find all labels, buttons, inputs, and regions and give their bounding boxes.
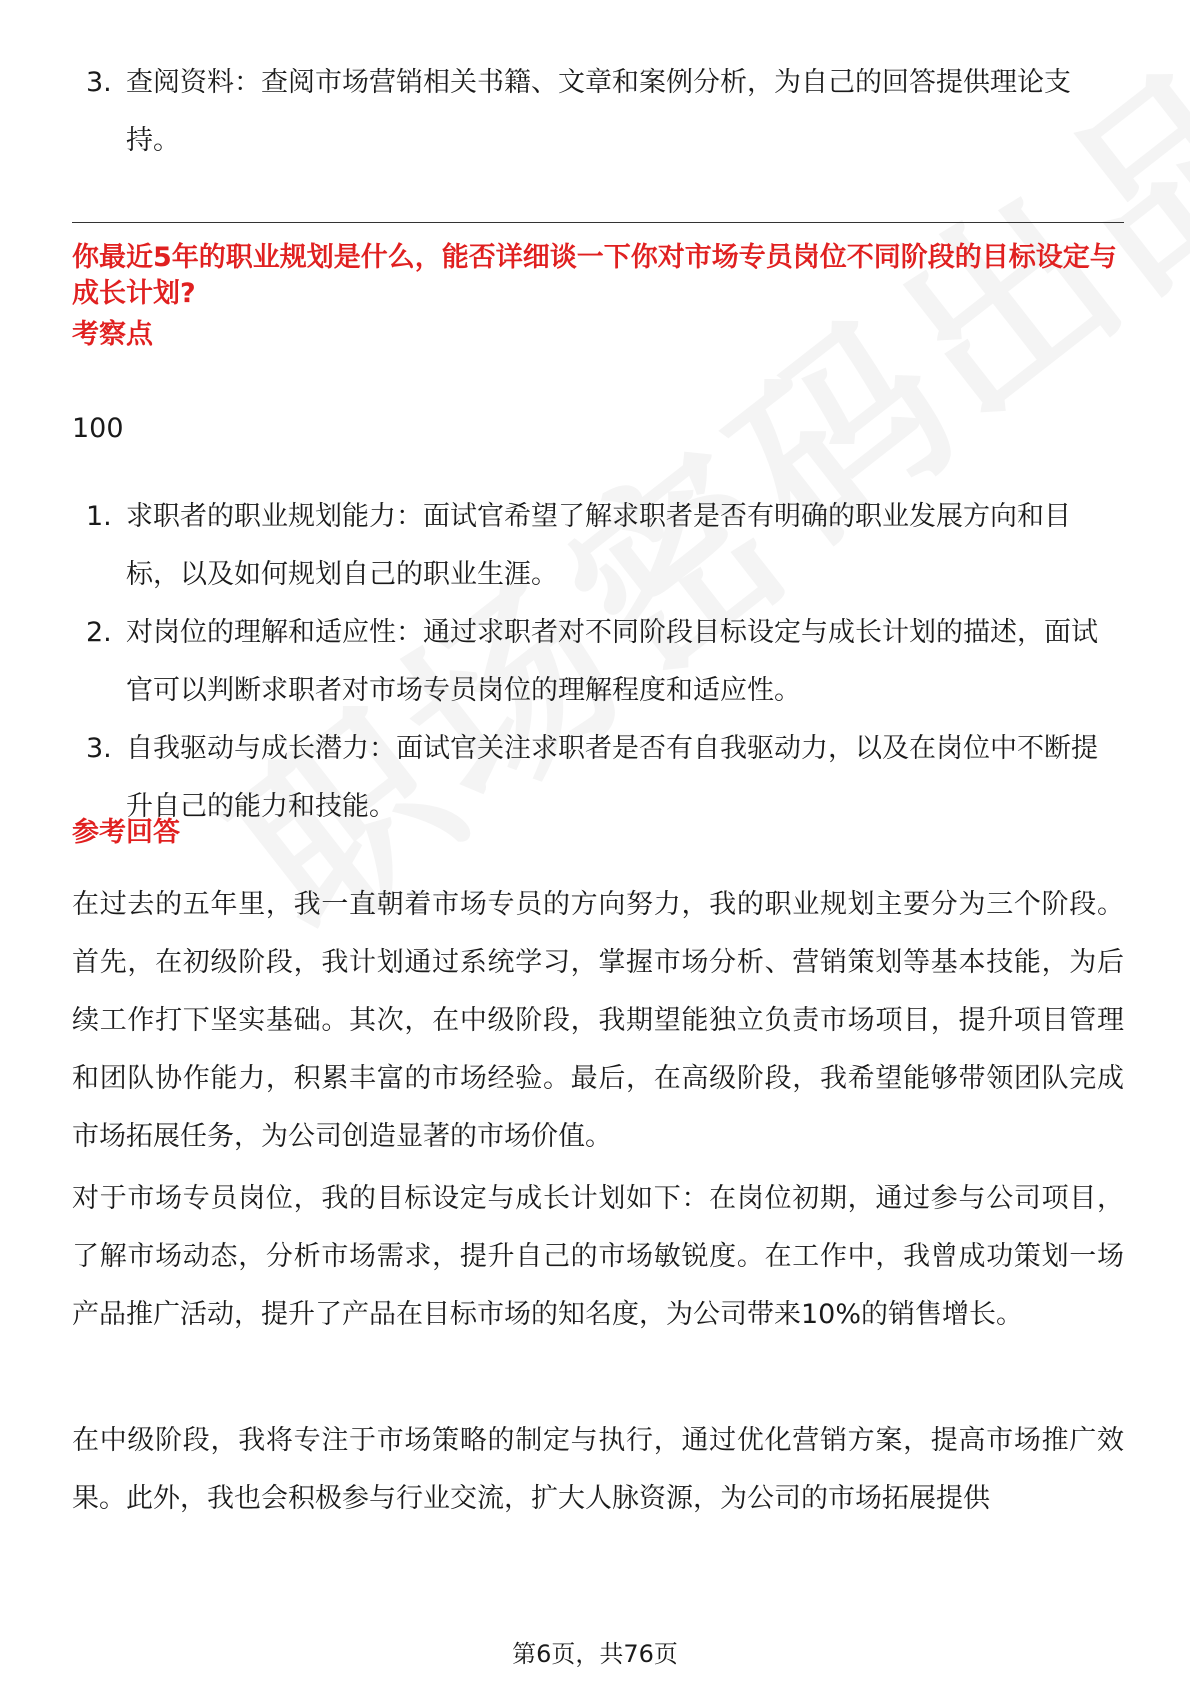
reference-answer-title: 参考回答 <box>72 817 180 848</box>
exam-points-title: 考察点 <box>72 319 153 350</box>
list-item-number: 2. <box>86 617 112 648</box>
page-number: 第6页，共76页 <box>512 1640 678 1668</box>
list-item <box>72 54 1122 170</box>
section-divider <box>72 222 1124 223</box>
answer-paragraph: 在中级阶段，我将专注于市场策略的制定与执行，通过优化营销方案，提高市场推广效果。此外，我也会积极参与行业交流，扩大人脉资源，为公司的市场拓展提供 <box>72 1425 1124 1514</box>
list-item <box>72 604 1122 720</box>
answer-paragraph: 在过去的五年里，我一直朝着市场专员的方向努力，我的职业规划主要分为三个阶段。首先，在初级阶段，我计划通过系统学习，掌握市场分析、营销策划等基本技能，为后续工作打下坚实基础。其次，在中级阶段，我期望能独立负责市场项目，提升项目管理和团队协作能力，积累丰富的市场经验。最后，在高级阶段，我希望能够带领团队完成市场拓展任务，为公司创造显著的市场价值。 <box>72 889 1124 1152</box>
interview-question: 你最近5年的职业规划是什么，能否详细谈一下你对市场专员岗位不同阶段的目标设定与成长计划? <box>72 242 1117 309</box>
score-value: 100 <box>72 413 124 444</box>
list-item <box>72 720 1122 836</box>
list-item <box>72 488 1122 604</box>
list-item-text: 对岗位的理解和适应性：通过求职者对不同阶段目标设定与成长计划的描述，面试官可以判断求职者对市场专员岗位的理解程度和适应性。 <box>126 617 1098 706</box>
list-item-number: 3. <box>86 733 112 764</box>
list-item-text: 查阅资料：查阅市场营销相关书籍、文章和案例分析，为自己的回答提供理论支持。 <box>126 67 1071 156</box>
list-item-number: 3. <box>86 67 112 98</box>
list-item-text: 自我驱动与成长潜力：面试官关注求职者是否有自我驱动力，以及在岗位中不断提升自己的能力和技能。 <box>126 733 1098 822</box>
list-item-number: 1. <box>86 501 112 532</box>
continued-list <box>72 54 1122 170</box>
answer-paragraph: 对于市场专员岗位，我的目标设定与成长计划如下：在岗位初期，通过参与公司项目，了解市场动态，分析市场需求，提升自己的市场敏锐度。在工作中，我曾成功策划一场产品推广活动，提升了产品在目标市场的知名度，为公司带来10%的销售增长。 <box>72 1183 1124 1330</box>
list-item-text: 求职者的职业规划能力：面试官希望了解求职者是否有明确的职业发展方向和目标，以及如何规划自己的职业生涯。 <box>126 501 1071 590</box>
exam-points-list <box>72 488 1122 836</box>
